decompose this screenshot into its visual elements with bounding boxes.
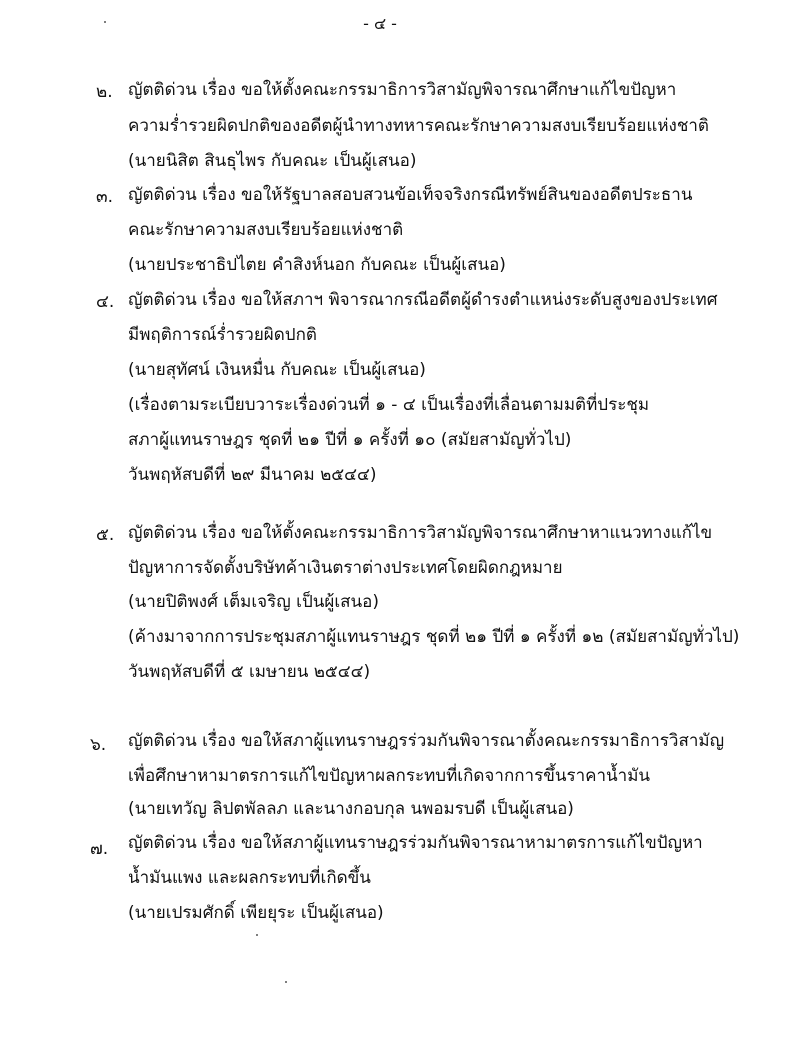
item-line: วันพฤหัสบดีที่ ๕ เมษายน ๒๕๔๔) (128, 662, 371, 682)
item-line: ญัตติด่วน เรื่อง ขอให้สภาผู้แทนราษฎรร่วมกันพิจารณาหามาตรการแก้ไขปัญหา (128, 833, 703, 853)
item-line: (เรื่องตามระเบียบวาระเรื่องด่วนที่ ๑ - ๔ เป็นเรื่องที่เลื่อนตามมติที่ประชุม (128, 395, 650, 415)
scan-speck (256, 934, 258, 936)
item-line: เพื่อศึกษาหามาตรการแก้ไขปัญหาผลกระทบที่เกิดจากการขึ้นราคาน้ำมัน (128, 766, 651, 786)
scan-speck (104, 21, 106, 23)
item-number: ๖. (90, 735, 107, 755)
item-line: คณะรักษาความสงบเรียบร้อยแห่งชาติ (128, 220, 404, 240)
item-number: ๕. (96, 525, 115, 545)
item-line: สภาผู้แทนราษฎร ชุดที่ ๒๑ ปีที่ ๑ ครั้งที่ ๑๐ (สมัยสามัญทั่วไป) (128, 430, 572, 450)
scan-speck (285, 981, 287, 983)
item-line: (นายนิสิต สินธุไพร กับคณะ เป็นผู้เสนอ) (128, 151, 417, 171)
item-line: ญัตติด่วน เรื่อง ขอให้ตั้งคณะกรรมาธิการวิสามัญพิจารณาศึกษาแก้ไขปัญหา (128, 80, 677, 100)
item-line: (นายปิติพงศ์ เต็มเจริญ เป็นผู้เสนอ) (128, 592, 379, 612)
item-line: ญัตติด่วน เรื่อง ขอให้สภาฯ พิจารณากรณีอดีตผู้ดำรงตำแหน่งระดับสูงของประเทศ (128, 290, 718, 310)
item-line: ญัตติด่วน เรื่อง ขอให้รัฐบาลสอบสวนข้อเท็จจริงกรณีทรัพย์สินของอดีตประธาน (128, 185, 693, 205)
item-number: ๓. (96, 187, 114, 207)
item-line: มีพฤติการณ์ร่ำรวยผิดปกติ (128, 325, 317, 345)
item-line: (นายเทวัญ ลิปตพัลลภ และนางกอบกุล นพอมรบดี เป็นผู้เสนอ) (128, 799, 574, 819)
item-line: ปัญหาการจัดตั้งบริษัทค้าเงินตราต่างประเทศโดยผิดกฎหมาย (128, 558, 563, 578)
item-line: (นายเปรมศักดิ์ เพียยุระ เป็นผู้เสนอ) (128, 903, 384, 923)
item-line: (นายประชาธิปไตย คำสิงห์นอก กับคณะ เป็นผู้เสนอ) (128, 255, 506, 275)
item-line: น้ำมันแพง และผลกระทบที่เกิดขึ้น (128, 868, 371, 888)
item-number: ๗. (90, 839, 109, 859)
page-number: - ๔ - (363, 14, 397, 33)
item-line: ความร่ำรวยผิดปกติของอดีตผู้นำทางทหารคณะรักษาความสงบเรียบร้อยแห่งชาติ (128, 116, 709, 136)
item-line: ญัตติด่วน เรื่อง ขอให้ตั้งคณะกรรมาธิการวิสามัญพิจารณาศึกษาหาแนวทางแก้ไข (128, 523, 713, 543)
item-line: (ค้างมาจากการประชุมสภาผู้แทนราษฎร ชุดที่ ๒๑ ปีที่ ๑ ครั้งที่ ๑๒ (สมัยสามัญทั่วไป) (128, 627, 740, 647)
item-line: วันพฤหัสบดีที่ ๒๙ มีนาคม ๒๕๔๔) (128, 465, 377, 485)
item-number: ๔. (96, 292, 115, 312)
item-number: ๒. (96, 82, 113, 102)
item-line: (นายสุทัศน์ เงินหมื่น กับคณะ เป็นผู้เสนอ) (128, 360, 426, 380)
item-line: ญัตติด่วน เรื่อง ขอให้สภาผู้แทนราษฎรร่วมกันพิจารณาตั้งคณะกรรมาธิการวิสามัญ (128, 731, 725, 751)
